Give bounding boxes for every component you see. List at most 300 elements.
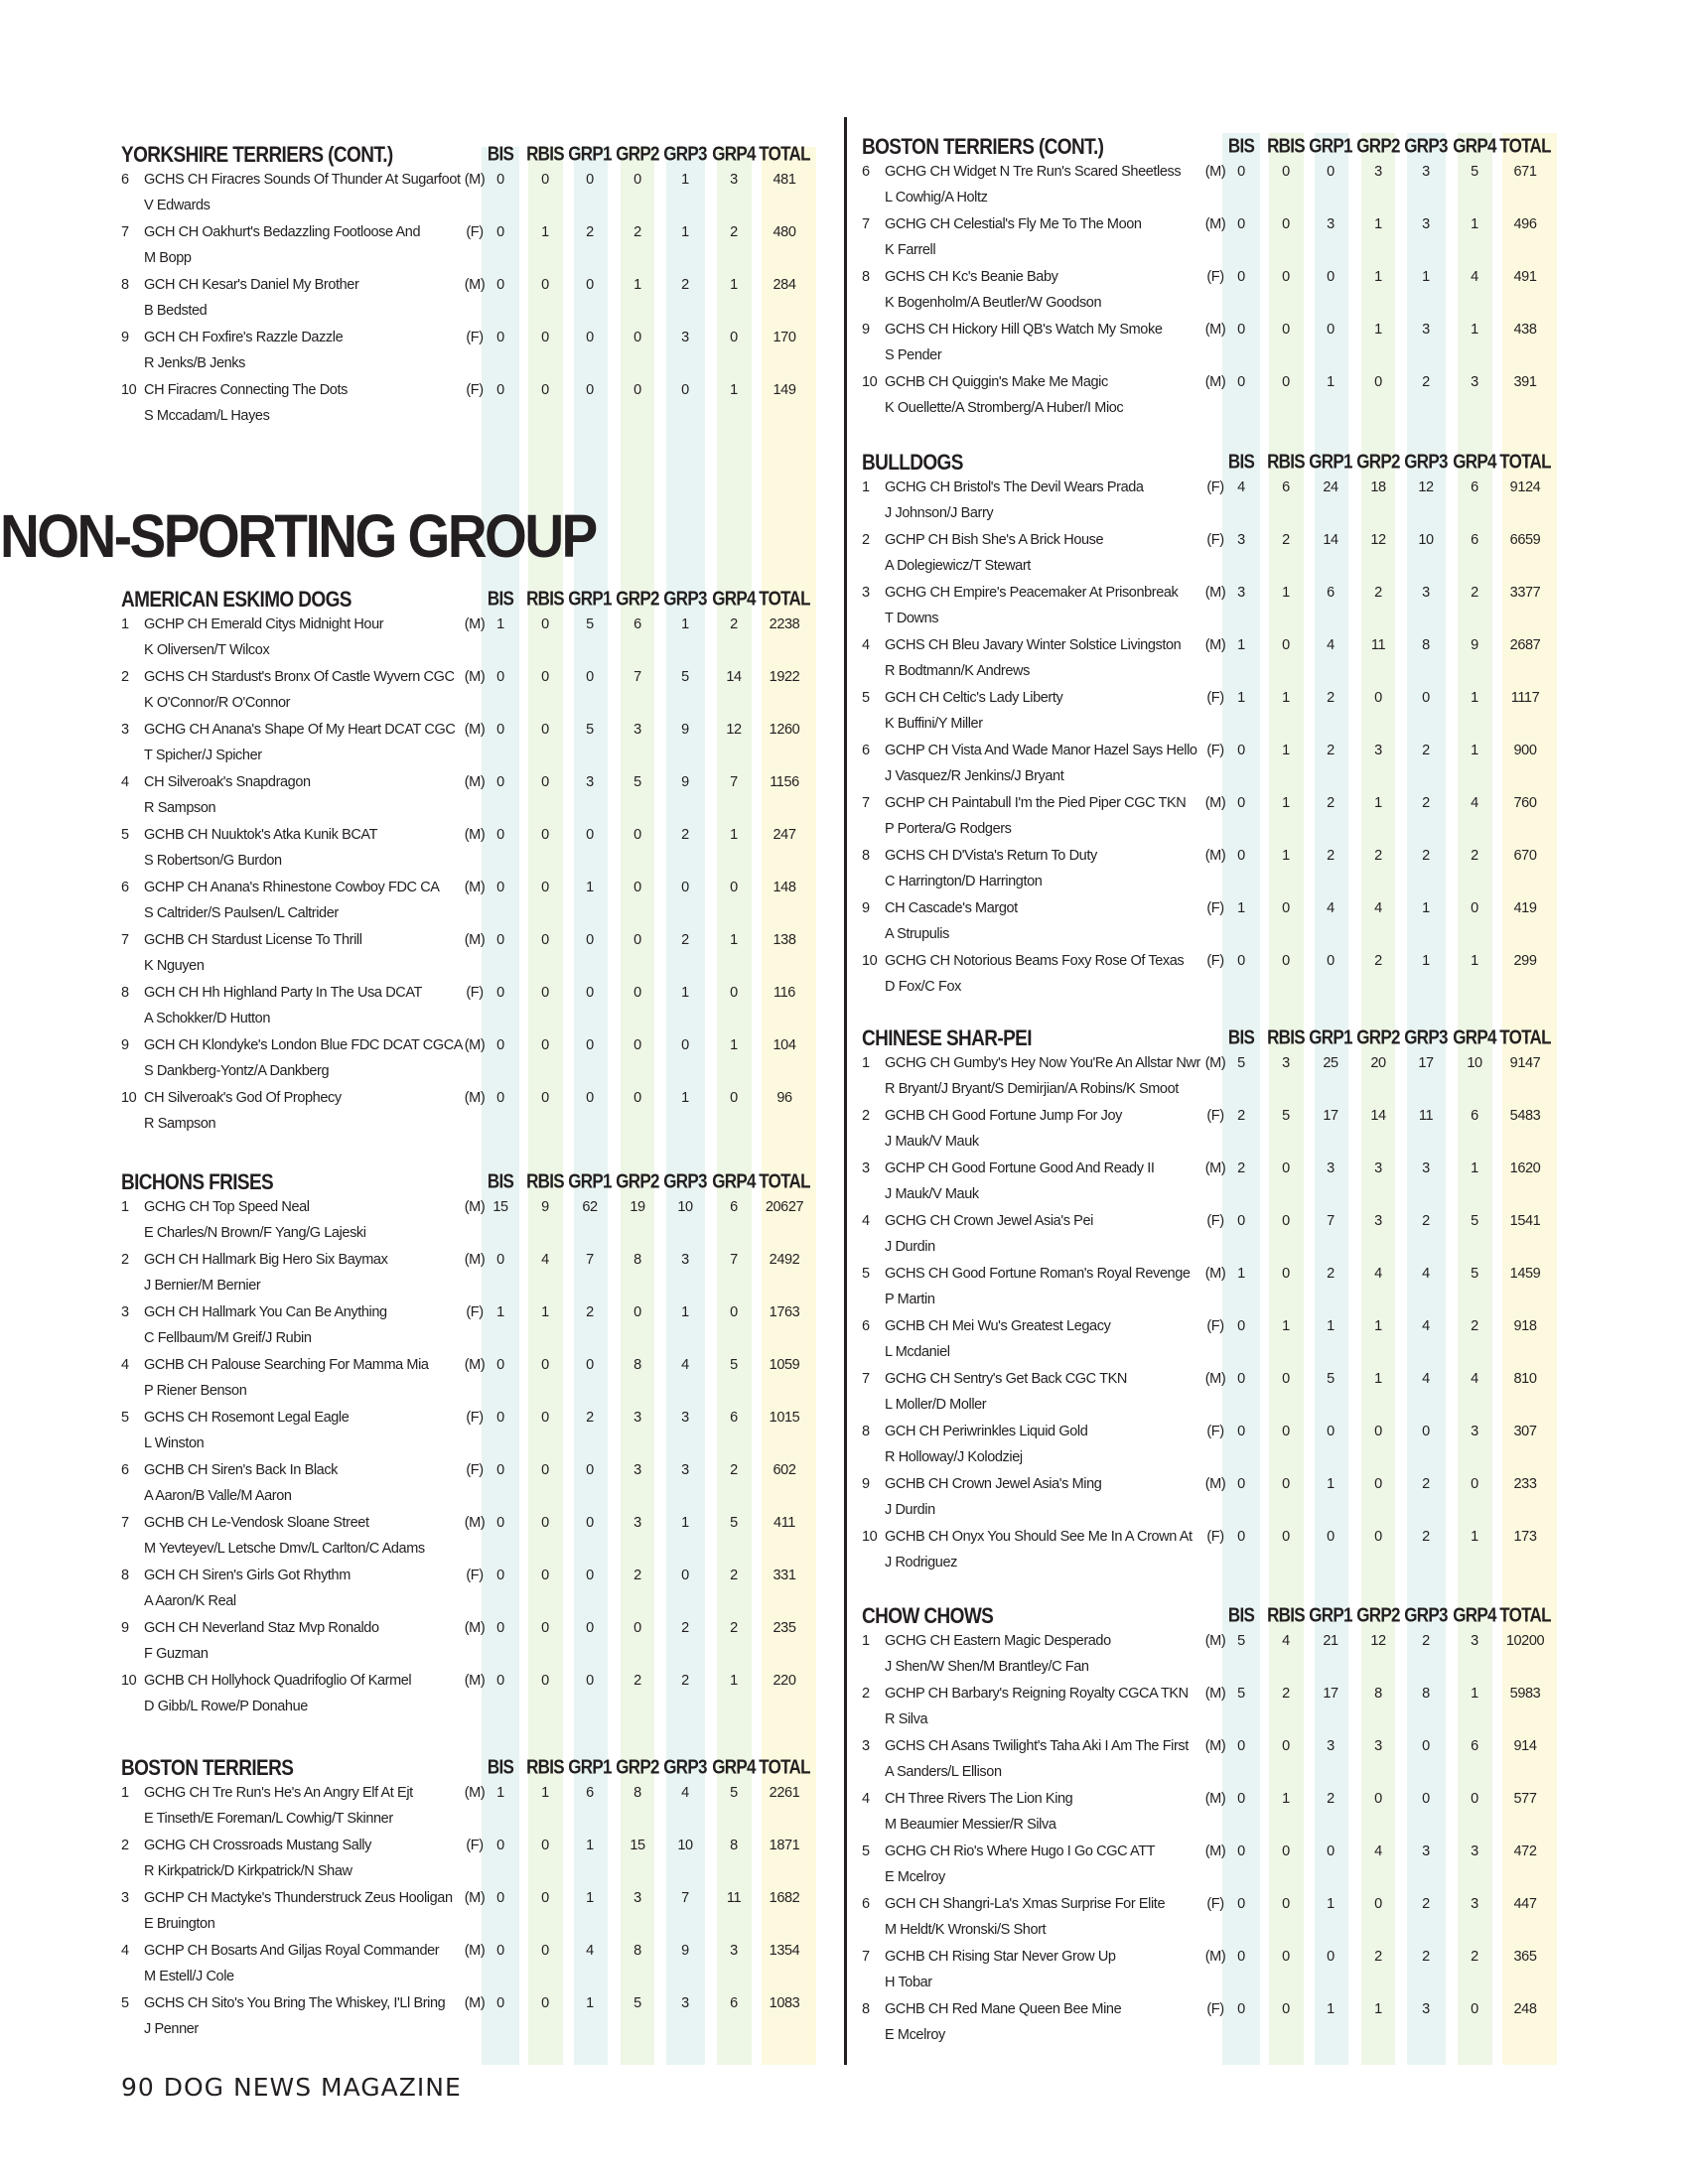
column-header-grp2: GRP2 (616, 1756, 659, 1779)
stat-grp1: 0 (1327, 322, 1335, 338)
dog-sex: (F) (1206, 532, 1224, 548)
stat-bis: 0 (1237, 2001, 1245, 2017)
stat-grp4: 1 (730, 932, 738, 948)
stat-bis: 0 (496, 1410, 504, 1426)
dog-name: GCHS CH D'Vista's Return To Duty (885, 848, 1097, 864)
entry-rank: 1 (121, 616, 129, 632)
dog-sex: (F) (466, 1410, 484, 1426)
owner-names: M Estell/J Cole (144, 1969, 234, 1984)
column-header-total: TOTAL (1499, 1026, 1551, 1049)
ranking-entry (862, 689, 1567, 742)
stat-grp4: 3 (1471, 1633, 1478, 1649)
dog-sex: (M) (1204, 374, 1226, 390)
stat-grp4: 5 (730, 1785, 738, 1801)
ranking-entry (121, 931, 824, 984)
stat-grp3: 2 (1422, 848, 1430, 864)
dog-sex: (M) (1204, 322, 1226, 338)
dog-sex: (M) (464, 1890, 486, 1906)
stat-grp4: 1 (1471, 1160, 1478, 1176)
stat-grp4: 5 (730, 1357, 738, 1373)
stat-rbis: 0 (541, 616, 549, 632)
stat-bis: 5 (1237, 1633, 1245, 1649)
stat-grp1: 0 (586, 985, 594, 1001)
column-header-rbis: RBIS (1267, 451, 1305, 474)
stat-grp4: 2 (730, 1568, 738, 1583)
stat-grp2: 1 (1374, 1318, 1382, 1334)
stat-grp1: 2 (1327, 743, 1335, 758)
stat-grp4: 2 (1471, 1318, 1478, 1334)
stat-rbis: 0 (541, 827, 549, 843)
entry-rank: 10 (862, 1529, 878, 1545)
dog-sex: (M) (464, 880, 486, 895)
ranking-entry (862, 899, 1567, 952)
dog-name: GCHS CH Asans Twilight's Taha Aki I Am The First (885, 1738, 1189, 1754)
ranking-entry (862, 794, 1567, 847)
stat-grp3: 2 (1422, 374, 1430, 390)
stat-grp1: 5 (586, 616, 594, 632)
stat-bis: 0 (1237, 1476, 1245, 1492)
dog-sex: (M) (464, 277, 486, 293)
column-header-total: TOTAL (759, 1756, 810, 1779)
stat-grp4: 6 (1471, 1108, 1478, 1124)
stat-grp3: 2 (681, 827, 689, 843)
stat-grp4: 6 (730, 1410, 738, 1426)
stat-grp4: 0 (730, 330, 738, 345)
stat-grp1: 0 (586, 669, 594, 685)
owner-names: S Mccadam/L Hayes (144, 408, 270, 424)
stat-grp4: 1 (730, 1037, 738, 1053)
stat-rbis: 0 (1282, 900, 1290, 916)
entry-rank: 8 (862, 1424, 870, 1439)
stat-grp2: 0 (633, 1620, 641, 1636)
entry-rank: 8 (862, 848, 870, 864)
ranking-entry (121, 1567, 824, 1619)
stat-rbis: 0 (1282, 164, 1290, 180)
dog-name: GCH CH Shangri-La's Xmas Surprise For Elite (885, 1896, 1166, 1912)
breed-section (862, 1023, 1567, 1580)
dog-sex: (M) (464, 1673, 486, 1689)
stat-grp1: 1 (1327, 1476, 1335, 1492)
stat-grp1: 2 (586, 1304, 594, 1320)
stat-grp3: 12 (1418, 479, 1434, 495)
owner-names: A Dolegiewicz/T Stewart (885, 558, 1031, 574)
stat-grp4: 1 (1471, 1529, 1478, 1545)
stat-bis: 1 (1237, 900, 1245, 916)
stat-bis: 0 (1237, 1213, 1245, 1229)
stat-rbis: 0 (1282, 216, 1290, 232)
stat-rbis: 0 (541, 1037, 549, 1053)
column-header-grp4: GRP4 (1453, 1026, 1496, 1049)
stat-grp3: 2 (681, 1620, 689, 1636)
stat-total: 9124 (1509, 479, 1541, 495)
dog-name: GCHS CH Good Fortune Roman's Royal Revenge (885, 1266, 1191, 1282)
dog-name: GCHB CH Red Mane Queen Bee Mine (885, 2001, 1122, 2017)
stat-grp4: 0 (730, 1090, 738, 1106)
owner-names: J Bernier/M Bernier (144, 1278, 261, 1294)
dog-sex: (F) (1206, 690, 1224, 706)
entry-rank: 8 (862, 269, 870, 285)
stat-total: 810 (1513, 1371, 1537, 1387)
stat-grp1: 3 (1327, 216, 1335, 232)
entry-rank: 6 (862, 743, 870, 758)
stat-total: 331 (773, 1568, 796, 1583)
stat-grp2: 2 (1374, 848, 1382, 864)
dog-name: GCHG CH Gumby's Hey Now You'Re An Allstar Nwr (885, 1055, 1200, 1071)
stat-grp1: 24 (1323, 479, 1338, 495)
dog-name: GCHP CH Good Fortune Good And Ready II (885, 1160, 1155, 1176)
stat-bis: 0 (1237, 1896, 1245, 1912)
owner-names: T Spicher/J Spicher (144, 748, 262, 763)
stat-grp3: 10 (677, 1199, 693, 1215)
stat-total: 96 (776, 1090, 792, 1106)
stat-rbis: 0 (1282, 637, 1290, 653)
stat-rbis: 0 (541, 880, 549, 895)
stat-grp4: 6 (730, 1199, 738, 1215)
stat-total: 2687 (1509, 637, 1541, 653)
stat-total: 760 (1513, 795, 1537, 811)
dog-sex: (M) (464, 932, 486, 948)
stat-grp3: 1 (1422, 269, 1430, 285)
stat-bis: 3 (1237, 585, 1245, 601)
entry-rank: 1 (862, 1633, 870, 1649)
dog-sex: (F) (466, 1568, 484, 1583)
ranking-entry (862, 1265, 1567, 1317)
stat-grp2: 1 (633, 277, 641, 293)
stat-grp2: 3 (1374, 1738, 1382, 1754)
ranking-entry (121, 1837, 824, 1889)
owner-names: E Mcelroy (885, 1869, 945, 1885)
dog-sex: (M) (464, 1252, 486, 1268)
dog-sex: (M) (1204, 795, 1226, 811)
ranking-entry (862, 1107, 1567, 1160)
owner-names: E Bruington (144, 1916, 215, 1932)
dog-name: GCH CH Celtic's Lady Liberty (885, 690, 1063, 706)
stat-total: 481 (773, 172, 796, 188)
stat-grp2: 2 (1374, 953, 1382, 969)
stat-grp2: 11 (1370, 637, 1386, 653)
column-header-grp4: GRP4 (1453, 451, 1496, 474)
owner-names: M Beaumier Messier/R Silva (885, 1817, 1056, 1833)
column-header-bis: BIS (1227, 135, 1255, 158)
dog-sex: (M) (1204, 637, 1226, 653)
stat-grp4: 3 (730, 1943, 738, 1959)
stat-rbis: 0 (541, 1838, 549, 1853)
owner-names: F Guzman (144, 1646, 209, 1662)
column-header-rbis: RBIS (1267, 1604, 1305, 1627)
dog-sex: (F) (1206, 1213, 1224, 1229)
stat-grp3: 8 (1422, 637, 1430, 653)
stat-total: 670 (1513, 848, 1537, 864)
stat-grp4: 2 (1471, 585, 1478, 601)
owner-names: C Fellbaum/M Greif/J Rubin (144, 1330, 312, 1346)
stat-grp4: 2 (730, 224, 738, 240)
stat-grp1: 1 (1327, 374, 1335, 390)
stat-rbis: 0 (1282, 1160, 1290, 1176)
stat-rbis: 0 (541, 932, 549, 948)
stat-grp1: 62 (582, 1199, 598, 1215)
column-header-grp3: GRP3 (1404, 1604, 1448, 1627)
breed-header (862, 447, 1567, 478)
stat-total: 391 (1513, 374, 1537, 390)
stat-grp4: 4 (1471, 795, 1478, 811)
stat-grp3: 2 (1422, 743, 1430, 758)
stat-grp1: 0 (586, 1620, 594, 1636)
stat-grp1: 0 (586, 1568, 594, 1583)
owner-names: R Kirkpatrick/D Kirkpatrick/N Shaw (144, 1863, 352, 1879)
owner-names: J Durdin (885, 1502, 935, 1518)
dog-name: GCHP CH Anana's Rhinestone Cowboy FDC CA (144, 880, 440, 895)
stat-grp1: 1 (1327, 1318, 1335, 1334)
stat-grp1: 17 (1323, 1686, 1338, 1702)
stat-grp4: 9 (1471, 637, 1478, 653)
stat-grp4: 0 (1471, 900, 1478, 916)
stat-grp3: 10 (1418, 532, 1434, 548)
stat-grp3: 0 (1422, 690, 1430, 706)
stat-grp3: 1 (681, 985, 689, 1001)
breed-name: BOSTON TERRIERS (CONT.) (862, 135, 1104, 160)
dog-sex: (F) (466, 330, 484, 345)
stat-total: 5483 (1509, 1108, 1541, 1124)
column-header-grp4: GRP4 (712, 1170, 756, 1193)
stat-grp1: 4 (586, 1943, 594, 1959)
stat-total: 2492 (769, 1252, 800, 1268)
dog-sex: (F) (1206, 1896, 1224, 1912)
stat-bis: 0 (496, 774, 504, 790)
stat-bis: 0 (496, 172, 504, 188)
stat-total: 1922 (769, 669, 800, 685)
ranking-entry (862, 2000, 1567, 2053)
stat-bis: 0 (1237, 795, 1245, 811)
stat-total: 1354 (769, 1943, 800, 1959)
stat-rbis: 0 (541, 1890, 549, 1906)
stat-grp3: 4 (1422, 1318, 1430, 1334)
stat-rbis: 0 (541, 722, 549, 738)
stat-rbis: 0 (1282, 322, 1290, 338)
stat-grp4: 6 (1471, 1738, 1478, 1754)
dog-sex: (M) (1204, 1633, 1226, 1649)
stat-grp3: 4 (1422, 1266, 1430, 1282)
stat-grp1: 0 (586, 330, 594, 345)
owner-names: D Fox/C Fox (885, 979, 961, 995)
stat-bis: 0 (1237, 1843, 1245, 1859)
page-footer: 90 DOG NEWS MAGAZINE (121, 2073, 462, 2102)
stat-grp4: 10 (1467, 1055, 1482, 1071)
stat-total: 10200 (1505, 1633, 1545, 1649)
stat-grp3: 4 (681, 1357, 689, 1373)
breed-name: CHINESE SHAR-PEI (862, 1026, 1032, 1051)
ranking-entry (862, 268, 1567, 321)
stat-total: 248 (1513, 2001, 1537, 2017)
ranking-entry (121, 381, 824, 434)
dog-name: GCHB CH Hollyhock Quadrifoglio Of Karmel (144, 1673, 412, 1689)
entry-rank: 4 (862, 1213, 870, 1229)
stat-grp1: 0 (1327, 953, 1335, 969)
stat-grp2: 3 (1374, 743, 1382, 758)
stat-grp1: 0 (586, 1357, 594, 1373)
ranking-entry (121, 615, 824, 668)
dog-name: GCH CH Periwrinkles Liquid Gold (885, 1424, 1088, 1439)
stat-grp2: 12 (1370, 532, 1386, 548)
dog-sex: (M) (464, 1199, 486, 1215)
stat-rbis: 1 (541, 1304, 549, 1320)
ranking-entry (121, 826, 824, 879)
stat-rbis: 4 (1282, 1633, 1290, 1649)
entry-rank: 6 (862, 164, 870, 180)
dog-name: GCHG CH Bristol's The Devil Wears Prada (885, 479, 1144, 495)
dog-name: GCHB CH Stardust License To Thrill (144, 932, 362, 948)
stat-rbis: 2 (1282, 532, 1290, 548)
ranking-entry (121, 721, 824, 773)
stat-grp3: 3 (1422, 216, 1430, 232)
stat-grp1: 0 (1327, 1843, 1335, 1859)
ranking-entry (121, 1784, 824, 1837)
stat-grp3: 3 (681, 1462, 689, 1478)
column-header-grp1: GRP1 (568, 588, 612, 611)
ranking-entry (121, 1409, 824, 1461)
stat-grp2: 1 (1374, 2001, 1382, 2017)
stat-total: 9147 (1509, 1055, 1541, 1071)
owner-names: K Farrell (885, 242, 936, 258)
stat-total: 233 (1513, 1476, 1537, 1492)
stat-total: 472 (1513, 1843, 1537, 1859)
stat-grp3: 1 (681, 1090, 689, 1106)
dog-sex: (M) (464, 827, 486, 843)
breed-name: YORKSHIRE TERRIERS (CONT.) (121, 143, 393, 168)
ranking-entry (121, 1356, 824, 1409)
stat-rbis: 1 (1282, 795, 1290, 811)
breed-header (121, 584, 824, 615)
stat-grp1: 21 (1323, 1633, 1338, 1649)
dog-sex: (F) (1206, 900, 1224, 916)
stat-grp4: 2 (730, 1462, 738, 1478)
dog-sex: (M) (464, 172, 486, 188)
stat-grp2: 0 (633, 1090, 641, 1106)
stat-grp2: 8 (633, 1943, 641, 1959)
dog-name: GCH CH Klondyke's London Blue FDC DCAT CGCA (144, 1037, 464, 1053)
stat-bis: 0 (496, 224, 504, 240)
stat-grp2: 2 (633, 1568, 641, 1583)
stat-grp1: 0 (1327, 164, 1335, 180)
ranking-entry (862, 163, 1567, 215)
dog-name: GCH CH Hh Highland Party In The Usa DCAT (144, 985, 423, 1001)
entry-rank: 1 (121, 1199, 129, 1215)
dog-name: GCHS CH Sito's You Bring The Whiskey, I'Ll Bring (144, 1995, 446, 2011)
column-header-bis: BIS (1227, 1604, 1255, 1627)
stat-rbis: 0 (1282, 1424, 1290, 1439)
dog-name: GCHP CH Emerald Citys Midnight Hour (144, 616, 384, 632)
stat-grp2: 0 (1374, 1424, 1382, 1439)
dog-sex: (F) (466, 224, 484, 240)
stat-grp4: 3 (1471, 1843, 1478, 1859)
stat-bis: 0 (1237, 743, 1245, 758)
dog-name: GCHG CH Rio's Where Hugo I Go CGC ATT (885, 1843, 1156, 1859)
stat-bis: 0 (1237, 848, 1245, 864)
owner-names: R Holloway/J Kolodziej (885, 1449, 1023, 1465)
stat-grp3: 2 (1422, 795, 1430, 811)
dog-sex: (M) (464, 1037, 486, 1053)
stat-bis: 0 (1237, 164, 1245, 180)
stat-bis: 0 (496, 1568, 504, 1583)
ranking-entry (121, 1089, 824, 1142)
dog-name: GCH CH Kesar's Daniel My Brother (144, 277, 359, 293)
stat-grp3: 9 (681, 1943, 689, 1959)
ranking-entry (121, 1994, 824, 2047)
stat-bis: 0 (496, 1090, 504, 1106)
stat-grp3: 3 (681, 1995, 689, 2011)
stat-bis: 0 (496, 1037, 504, 1053)
breed-section (862, 1600, 1567, 2053)
owner-names: E Tinseth/E Foreman/L Cowhig/T Skinner (144, 1811, 393, 1827)
dog-sex: (M) (1204, 1371, 1226, 1387)
entry-rank: 4 (862, 637, 870, 653)
dog-name: GCHG CH Crossroads Mustang Sally (144, 1838, 371, 1853)
stat-grp2: 2 (633, 224, 641, 240)
column-header-total: TOTAL (759, 588, 810, 611)
stat-total: 6659 (1509, 532, 1541, 548)
breed-header (862, 131, 1567, 163)
stat-grp1: 2 (1327, 1791, 1335, 1807)
ranking-entry (862, 321, 1567, 373)
stat-grp4: 8 (730, 1838, 738, 1853)
stat-rbis: 1 (1282, 690, 1290, 706)
column-divider (844, 117, 847, 2065)
entry-rank: 7 (862, 1949, 870, 1965)
stat-grp1: 0 (586, 382, 594, 398)
dog-name: GCHG CH Eastern Magic Desperado (885, 1633, 1111, 1649)
entry-rank: 2 (862, 1108, 870, 1124)
stat-grp2: 3 (1374, 1213, 1382, 1229)
stat-bis: 0 (1237, 374, 1245, 390)
stat-total: 138 (773, 932, 796, 948)
stat-grp2: 0 (1374, 1791, 1382, 1807)
dog-sex: (M) (464, 1090, 486, 1106)
stat-rbis: 0 (541, 277, 549, 293)
stat-grp1: 0 (586, 172, 594, 188)
stat-rbis: 1 (1282, 743, 1290, 758)
owner-names: S Dankberg-Yontz/A Dankberg (144, 1063, 330, 1079)
ranking-entry (862, 1370, 1567, 1423)
dog-sex: (M) (464, 669, 486, 685)
ranking-entry (862, 636, 1567, 689)
stat-rbis: 0 (1282, 1266, 1290, 1282)
stat-rbis: 1 (1282, 1791, 1290, 1807)
dog-sex: (F) (1206, 743, 1224, 758)
entry-rank: 7 (862, 216, 870, 232)
stat-grp2: 15 (630, 1838, 645, 1853)
stat-bis: 1 (1237, 637, 1245, 653)
stat-bis: 4 (1237, 479, 1245, 495)
stat-bis: 0 (1237, 1949, 1245, 1965)
stat-bis: 1 (496, 1304, 504, 1320)
entry-rank: 2 (862, 1686, 870, 1702)
stat-rbis: 0 (541, 172, 549, 188)
dog-name: GCHP CH Barbary's Reigning Royalty CGCA TKN (885, 1686, 1189, 1702)
dog-name: CH Three Rivers The Lion King (885, 1791, 1073, 1807)
entry-rank: 6 (121, 1462, 129, 1478)
ranking-entry (121, 1461, 824, 1514)
column-header-grp4: GRP4 (712, 588, 756, 611)
dog-name: GCHG CH Widget N Tre Run's Scared Sheetless (885, 164, 1182, 180)
stat-bis: 1 (496, 616, 504, 632)
stat-bis: 0 (1237, 1791, 1245, 1807)
stat-grp4: 5 (1471, 1266, 1478, 1282)
dog-sex: (M) (464, 1515, 486, 1531)
stat-grp3: 3 (1422, 2001, 1430, 2017)
dog-sex: (M) (464, 774, 486, 790)
stat-grp2: 7 (633, 669, 641, 685)
ranking-entry (121, 1303, 824, 1356)
dog-sex: (F) (1206, 269, 1224, 285)
